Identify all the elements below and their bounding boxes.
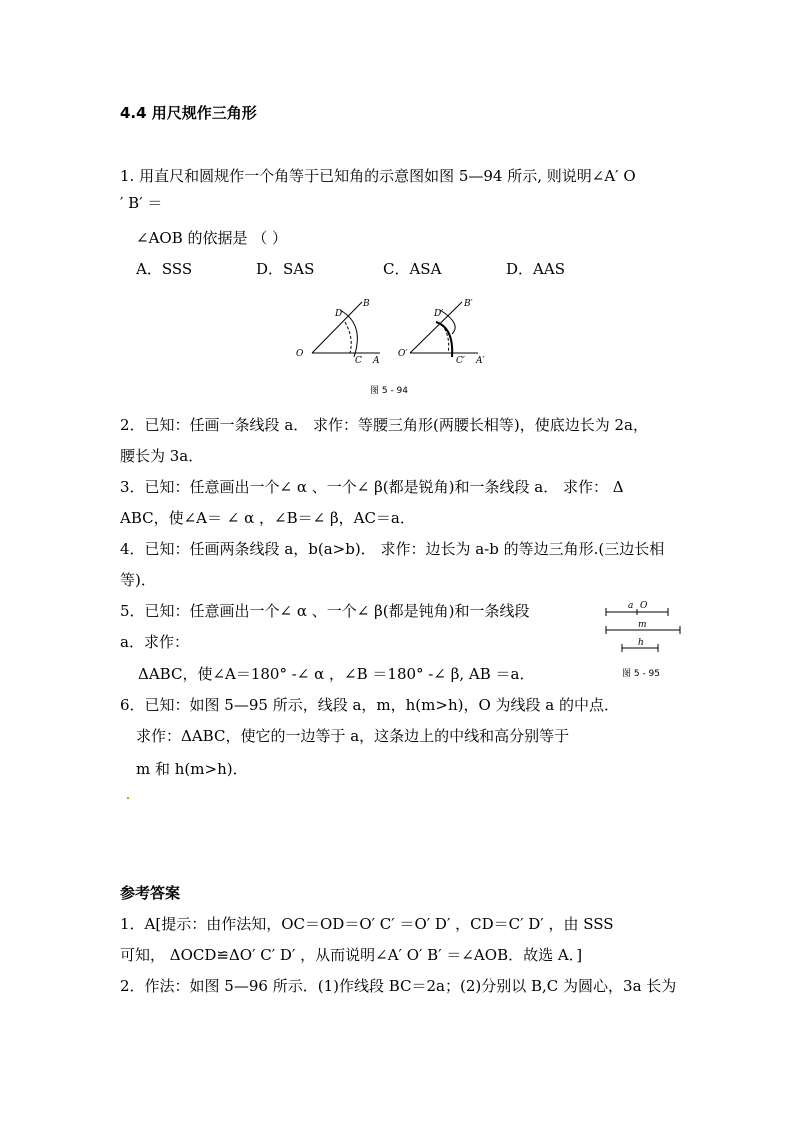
question-3-line-1: 3．已知：任意画出一个∠ α 、一个∠ β(都是锐角)和一条线段 a． 求作： Δ: [120, 478, 624, 496]
label-d-prime: D′: [434, 309, 444, 319]
question-2-line-1: 2．已知：任画一条线段 a． 求作：等腰三角形(两腰长相等)，使底边长为 2a，: [120, 416, 648, 434]
answer-1-line-1: 1．A[提示：由作法知，OC＝OD＝O′ C′ ＝O′ D′ ，CD＝C′ D′ ，由 SSS: [120, 915, 614, 933]
answer-1-line-2: 可知， ΔOCD≌ΔO′ C′ D′ ，从而说明∠A′ O′ B′ ＝∠AOB．故选 A．]: [120, 946, 583, 964]
figure-5-94: [290, 294, 500, 399]
figure-5-95: [600, 596, 690, 682]
option-d: D．AAS: [506, 260, 565, 278]
left-angle-figure: [312, 302, 380, 357]
question-5-line-2: a．求作：: [120, 633, 189, 651]
question-4-line-2: 等)．: [120, 571, 156, 589]
arc-c2d2: [436, 322, 452, 357]
question-6-line-1: 6．已知：如图 5—95 所示，线段 a，m，h(m>h)，O 为线段 a 的中点．: [120, 696, 620, 714]
label-segment-a: a: [628, 601, 634, 611]
label-o: O: [296, 349, 304, 359]
question-1-line-2: ′ B′ ＝: [120, 194, 163, 212]
question-4-line-1: 4．已知：任画两条线段 a，b(a>b)． 求作：边长为 a-b 的等边三角形.(三边长相: [120, 540, 665, 558]
label-d: D: [335, 309, 343, 319]
answers-heading: 参考答案: [120, 884, 181, 902]
right-angle-figure: [410, 302, 478, 357]
option-c: C．ASA: [383, 260, 442, 278]
label-c: C: [355, 356, 362, 366]
question-5-line-1: 5．已知：任意画出一个∠ α 、一个∠ β(都是钝角)和一条线段: [120, 602, 530, 620]
label-midpoint-o: O: [640, 601, 648, 611]
page-title: 4.4 用尺规作三角形: [120, 104, 257, 122]
label-segment-h: h: [638, 638, 644, 648]
option-b: D．SAS: [256, 260, 315, 278]
arc-cd: [340, 310, 357, 357]
label-b-prime: B′: [464, 299, 473, 309]
label-o-prime: O′: [398, 349, 408, 359]
question-5-line-3: ΔABC，使∠A＝180° -∠ α ，∠B ＝180° -∠ β, AB ＝a．: [138, 665, 535, 683]
figure-5-94-caption: 图 5 - 94: [370, 386, 409, 396]
answer-2-line-1: 2．作法：如图 5—96 所示．(1)作线段 BC＝2a；(2)分别以 B,C 为圆心，3a 长为: [120, 977, 677, 995]
label-c-prime: C′: [456, 356, 465, 366]
question-2-line-2: 腰长为 3a．: [120, 447, 204, 465]
label-a-prime: A′: [476, 356, 485, 366]
label-segment-m: m: [638, 620, 647, 630]
dashed-segment-cd: [345, 322, 351, 353]
question-6-line-3: m 和 h(m>h)．: [136, 760, 248, 778]
stray-mark: [127, 797, 129, 799]
label-b: B: [363, 299, 370, 309]
option-a: A．SSS: [136, 260, 193, 278]
question-1-line-3: ∠AOB 的依据是 （ ）: [136, 229, 288, 247]
label-a: A: [373, 356, 380, 366]
figure-5-95-caption: 图 5 - 95: [622, 669, 661, 679]
question-6-line-2: 求作：ΔABC，使它的一边等于 a，这条边上的中线和高分别等于: [136, 727, 570, 745]
question-1-line-1: 1. 用直尺和圆规作一个角等于已知角的示意图如图 5—94 所示, 则说明∠A′ O: [120, 167, 636, 185]
question-3-line-2: ABC，使∠A＝ ∠ α ，∠B＝∠ β，AC＝a．: [120, 509, 415, 527]
